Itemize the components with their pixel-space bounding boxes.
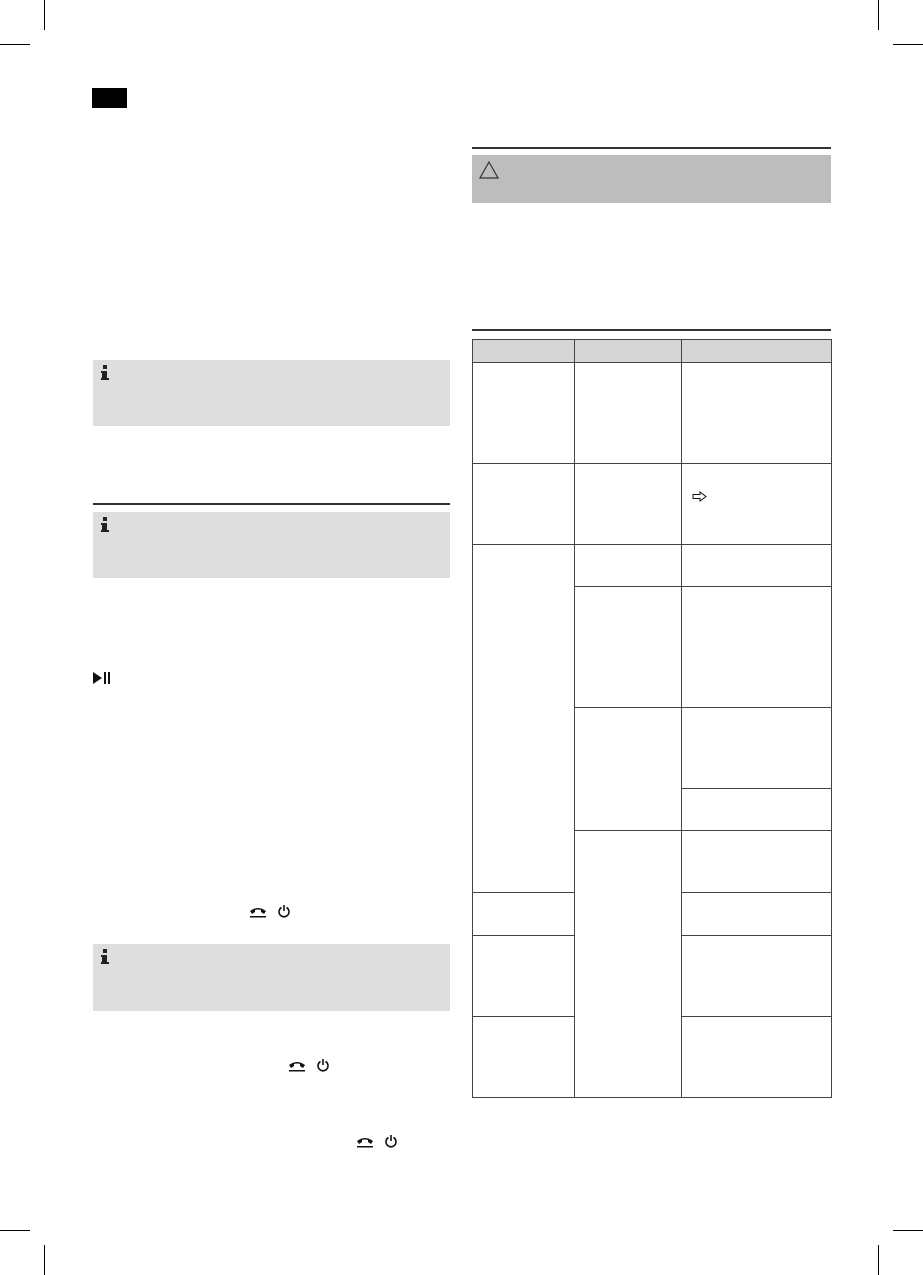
section-rule-left <box>93 503 450 505</box>
language-badge <box>92 88 127 108</box>
table-cell <box>575 708 682 831</box>
power-icon <box>278 904 290 918</box>
crop-mark-bottom-left-h <box>0 1230 30 1231</box>
table-cell <box>682 1017 832 1098</box>
hang-up-handset-icon <box>355 1136 375 1148</box>
table-cell <box>682 936 832 1017</box>
table-cell <box>682 545 832 587</box>
table-cell <box>682 587 832 708</box>
table-cell <box>682 831 832 893</box>
info-icon <box>98 949 112 965</box>
troubleshooting-table <box>472 339 832 1098</box>
table-cell <box>682 464 832 545</box>
warning-triangle-icon <box>479 161 499 179</box>
crop-mark-bottom-right <box>878 1245 879 1275</box>
hang-up-handset-icon <box>248 906 268 918</box>
table-cell <box>575 363 682 464</box>
warning-box <box>472 155 831 203</box>
table-row <box>473 363 832 464</box>
table-cell <box>682 363 832 464</box>
table-cell <box>473 545 575 893</box>
table-cell <box>575 831 682 1098</box>
table-cell <box>473 893 575 936</box>
power-icon <box>317 1058 329 1072</box>
table-header-row <box>473 340 832 363</box>
crop-mark-bottom-left <box>44 1245 45 1275</box>
table-cell <box>682 789 832 831</box>
info-icon <box>98 365 112 381</box>
table-cell <box>575 464 682 545</box>
table-header-cell <box>575 340 682 363</box>
table-row <box>473 545 832 587</box>
table-header-cell <box>473 340 575 363</box>
table-cell <box>473 464 575 545</box>
play-pause-icon <box>93 672 111 684</box>
table-header-cell <box>682 340 832 363</box>
note-box-3 <box>93 944 450 1011</box>
crop-mark-top-left-h <box>0 44 30 45</box>
table-cell <box>575 587 682 708</box>
table-cell <box>575 545 682 587</box>
crop-mark-top-left <box>44 0 45 30</box>
crop-mark-bottom-right-h <box>893 1230 923 1231</box>
power-icon <box>385 1134 397 1148</box>
table-cell <box>682 893 832 936</box>
note-box-1 <box>93 360 450 426</box>
table-cell <box>473 1017 575 1098</box>
table-row <box>473 464 832 545</box>
right-arrow-icon <box>692 491 707 502</box>
crop-mark-top-right <box>878 0 879 30</box>
section-rule-warning <box>472 147 831 149</box>
table-cell <box>473 363 575 464</box>
table-cell <box>473 936 575 1017</box>
table-cell <box>682 708 832 789</box>
section-rule-troubleshooting <box>472 329 831 331</box>
crop-mark-top-right-h <box>893 44 923 45</box>
hang-up-handset-icon <box>287 1060 307 1072</box>
info-icon <box>98 517 112 533</box>
note-box-2 <box>93 512 450 578</box>
